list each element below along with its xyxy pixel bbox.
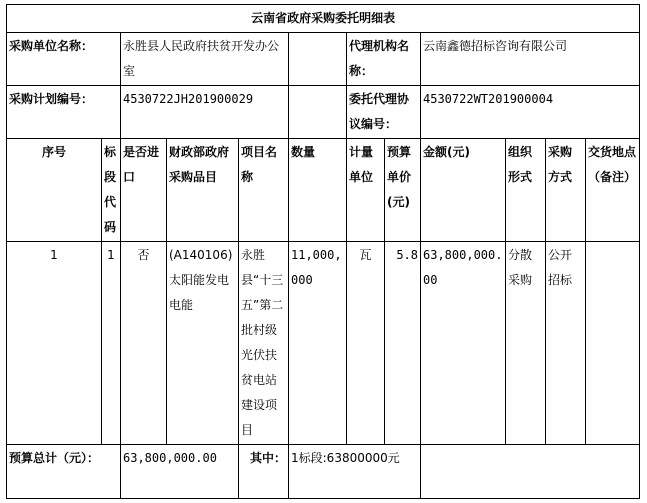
cell-method: 公开招标	[546, 242, 586, 445]
lot-value: 1标段:63800000元	[289, 445, 421, 499]
plan-no-value: 4530722JH201900029	[121, 86, 289, 139]
sheet-title: 云南省政府采购委托明细表	[7, 5, 640, 33]
cell-imported: 否	[121, 242, 167, 445]
plan-no-label: 采购计划编号：	[7, 86, 121, 139]
col-header-method: 采购方式	[546, 139, 586, 242]
purchaser-value: 永胜县人民政府扶贫开发办公室	[121, 33, 289, 86]
cell-unit: 瓦	[347, 242, 385, 445]
cell-unit-price: 5.8	[385, 242, 421, 445]
cell-catalog: (A140106)太阳能发电电能	[167, 242, 239, 445]
col-header-quantity: 数量	[289, 139, 347, 242]
empty-cell	[289, 33, 347, 86]
lot-label: 其中：	[239, 445, 289, 499]
col-header-org-form: 组织形式	[506, 139, 546, 242]
agency-label: 代理机构名称：	[347, 33, 421, 86]
table-row	[7, 242, 640, 445]
empty-cell	[289, 86, 347, 139]
cell-delivery	[586, 242, 640, 445]
col-header-amount: 金额(元)	[421, 139, 506, 242]
cell-project-name: 永胜县“十三五”第二批村级光伏扶贫电站建设项目	[239, 242, 289, 445]
col-header-catalog: 财政部政府采购品目	[167, 139, 239, 242]
cell-seq: 1	[7, 242, 102, 445]
cell-lot-code: 1	[102, 242, 121, 445]
procurement-table	[6, 4, 640, 499]
col-header-unit-price: 预算单价(元)	[385, 139, 421, 242]
col-header-unit: 计量单位	[347, 139, 385, 242]
total-value: 63,800,000.00	[121, 445, 239, 499]
agreement-no-label: 委托代理协议编号：	[347, 86, 421, 139]
cell-amount: 63,800,000.00	[421, 242, 506, 445]
agreement-no-value: 4530722WT201900004	[421, 86, 640, 139]
agency-value: 云南鑫德招标咨询有限公司	[421, 33, 640, 86]
cell-quantity: 11,000,000	[289, 242, 347, 445]
col-header-imported: 是否进口	[121, 139, 167, 242]
col-header-seq: 序号	[7, 139, 102, 242]
col-header-delivery: 交货地点（备注）	[586, 139, 640, 242]
col-header-lot-code: 标段代码	[102, 139, 121, 242]
procurement-detail-sheet	[6, 4, 639, 497]
purchaser-label: 采购单位名称：	[7, 33, 121, 86]
empty-cell	[421, 445, 640, 499]
cell-org-form: 分散采购	[506, 242, 546, 445]
total-label: 预算总计（元）：	[7, 445, 121, 499]
col-header-project-name: 项目名称	[239, 139, 289, 242]
